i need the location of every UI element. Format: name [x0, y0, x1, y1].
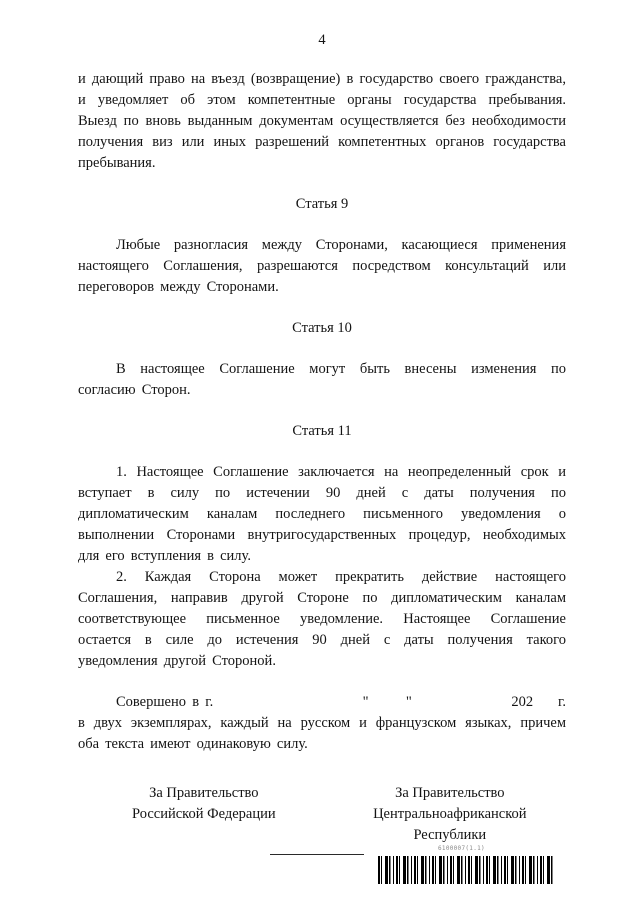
barcode [378, 856, 554, 884]
signature-right-line-1: За Правительство [395, 785, 505, 801]
stamp-number: 6100007(1.1) [438, 845, 485, 852]
article-11-paragraph-2: 2. Каждая Сторона может прекратить действие настоящего Соглашения, направив другой Стороне по дипломатическим каналам соответствующее письменное уведомление. Настоящее Соглашение остается в силе до истечения 90 дней с даты получения такого уведомления другой Стороной. [78, 569, 566, 669]
signature-right-car [334, 783, 566, 846]
article-10-heading: Статья 10 [292, 320, 352, 336]
signature-right-line-2: Центральноафриканской [373, 806, 527, 822]
footer-divider-line [270, 854, 364, 855]
page-number: 4 [318, 32, 326, 48]
closing-paragraph: Совершено в г. " " 202 г. в двух экземплярах, каждый на русском и французском языках, причем оба текста имеют одинаковую силу. [78, 694, 566, 752]
signature-right-line-3: Республики [413, 827, 487, 843]
signature-left-line-2: Российской Федерации [132, 806, 276, 822]
article-9-heading: Статья 9 [295, 196, 349, 212]
signature-blocks [78, 783, 566, 846]
article-10-paragraph: В настоящее Соглашение могут быть внесены изменения по согласию Сторон. [78, 361, 566, 398]
document-content [78, 30, 566, 846]
article-11-heading: Статья 11 [292, 423, 352, 439]
signature-left-russia [100, 783, 308, 846]
intro-paragraph: и дающий право на въезд (возвращение) в государство своего гражданства, и уведомляет об этом компетентные органы государства пребывания. Выезд по вновь выданным документам осуществляется без необходимости получения виз или иных разрешений компетентных органов государства пребывания. [78, 71, 566, 171]
signature-left-line-1: За Правительство [149, 785, 259, 801]
article-9-paragraph: Любые разногласия между Сторонами, касающиеся применения настоящего Соглашения, разрешаются посредством консультаций или переговоров между Сторонами. [78, 237, 566, 295]
article-11-paragraph-1: 1. Настоящее Соглашение заключается на неопределенный срок и вступает в силу по истечении 90 дней с даты получения по дипломатическим каналам последнего письменного уведомления о выполнении Сторонами внутригосударственных процедур, необходимых для его вступления в силу. [78, 464, 566, 564]
